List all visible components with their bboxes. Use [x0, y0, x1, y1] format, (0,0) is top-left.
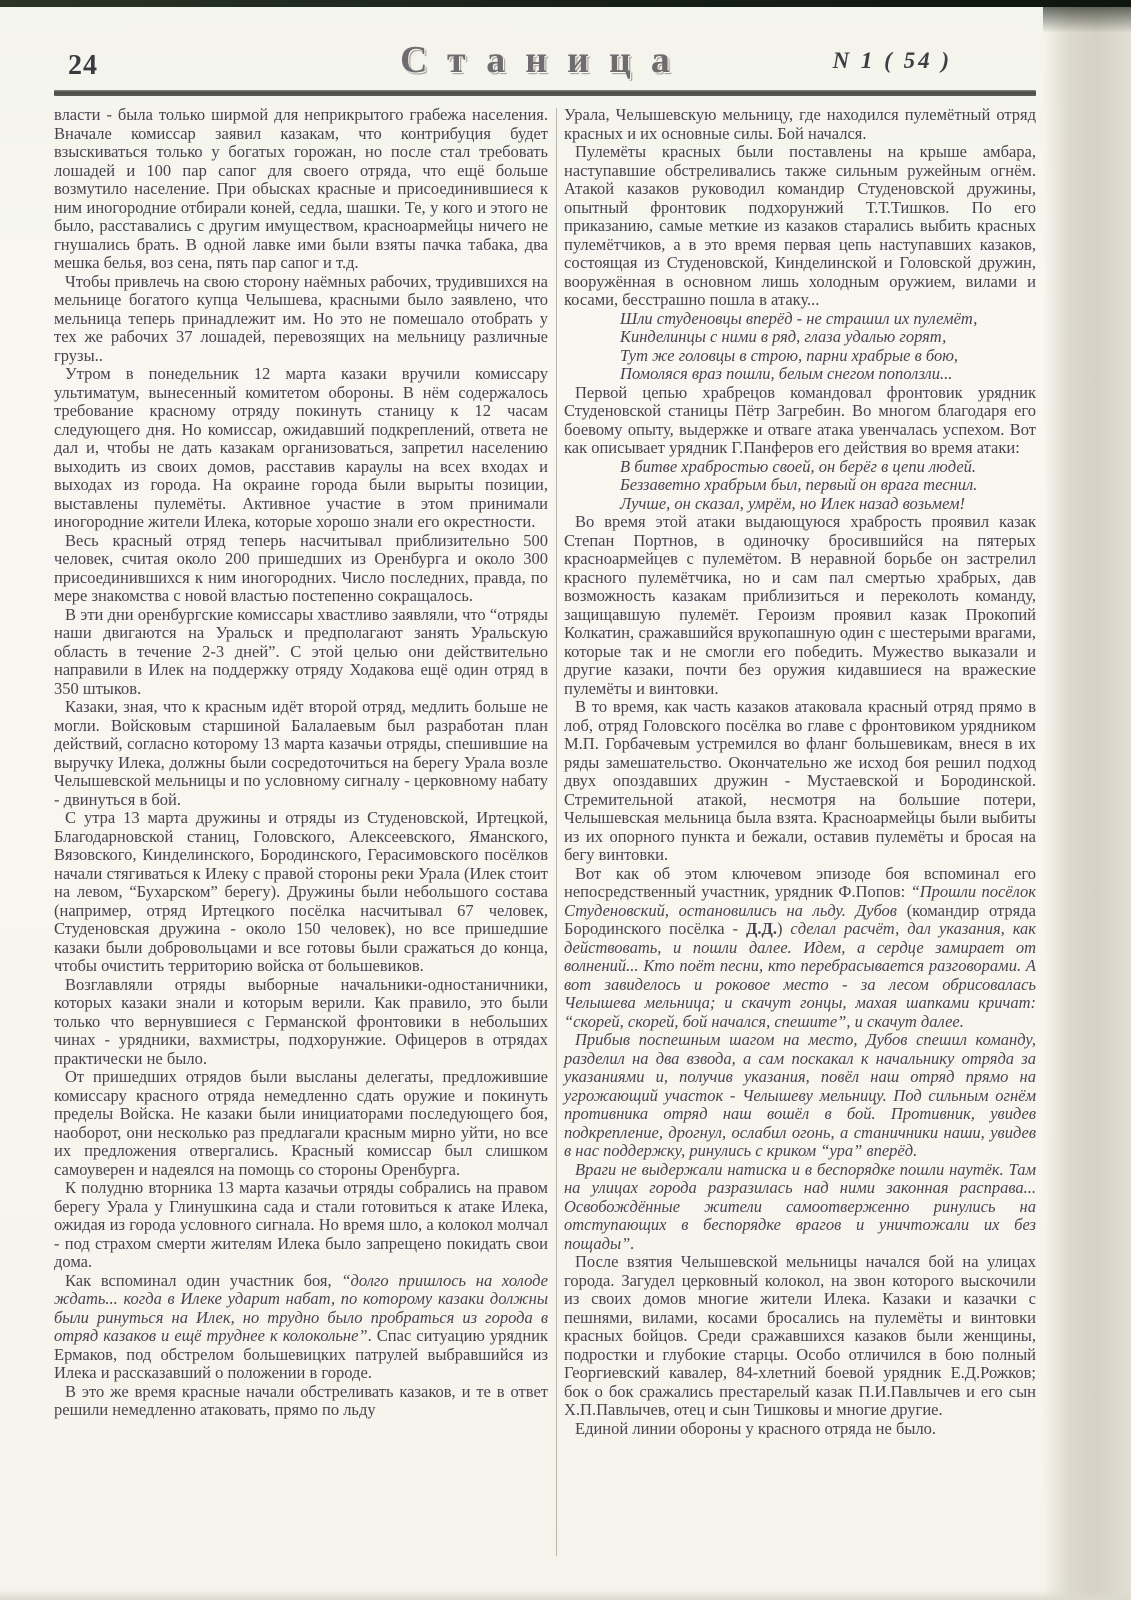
- masthead-title: Станица: [400, 39, 690, 81]
- paragraph: От пришедших отрядов были высланы делегаты, предложившие комиссару красного отряда немедленно сдать оружие и покинуть пределы Войска. Не казаки были инициаторами последующего боя, наоборот, они несколько раз предлагали красным мирно уйти, но все их предложения отвергались. Красный комиссар был слишком самоуверен и надеялся на помощь со стороны Оренбурга.: [54, 1067, 548, 1179]
- paragraph: В это же время красные начали обстреливать казаков, и те в ответ решили немедленно атаковать, прямо по льду: [54, 1381, 548, 1419]
- verse-line: Кинделинцы с ними в ряд, глаза удалью горят,: [620, 327, 947, 346]
- verse-line: В битве храбростью своей, он берёг в цепи людей.: [620, 456, 977, 476]
- paragraph: Утром в понедельник 12 марта казаки вручили комиссару ультиматум, вынесенный комитетом обороны. В нём содержалось требование красному отряду покинуть станицу к 12 часам следующего дня. Но комиссар, ожидавший подкреплений, ответа не дал и, чтобы не дать казакам организоваться, запретил населению выходить из своих домов, расставив караулы на всех входах и выходах из города. На окраине города были вырыты позиции, выставлены пулемёты. Активное участие в этом принимали иногородние жители Илека, которые хорошо знали его окрестности.: [54, 364, 548, 531]
- paragraph: Казаки, зная, что к красным идёт второй отряд, медлить больше не могли. Войсковым старшиной Балалаевым был разработан план действий, согласно которому 13 марта казачьи отряды, спешившие на выручку Илека, должны были сосредоточиться на берегу Урала возле Челышевской мельницы и по условному сигналу - церковному набату - двинуться в бой.: [54, 697, 548, 809]
- page-header: [54, 8, 1036, 100]
- column-right: [564, 106, 1036, 1562]
- paragraph: Как вспоминал один участник боя, “долго пришлось на холоде ждать... когда в Илеке ударит набат, по которому казаки должны были ринуться на Илек, но трудно было пробраться из города в отряд казаков и ещё труднее к колокольне”. Спас ситуацию урядник Ермаков, под обстрелом большевицких патрулей выбравшийся из Илека и рассказавший о положении в городе.: [54, 1270, 549, 1382]
- paragraph: Враги не выдержали натиска и в беспорядке пошли наутёк. Там на улицах города разразилась над ними законная расправа... Освобождённые жители самоотверженно ринулись на отступающих в беспорядке врагов и уничтожали их без пощады”.: [564, 1159, 1036, 1253]
- paragraph: После взятия Челышевской мельницы начался бой на улицах города. Загудел церковный колокол, на звон которого выскочили из своих домов многие жители Илека. Казаки и казачки с пешнями, вилами, косами бросались на пулемёты и винтовки красных бойцов. Среди сражавшихся казаков были женщины, подростки и глубокие старцы. Особо отличился в бою полный Георгиевский кавалер, 84-хлетний боевой урядник Е.Д.Рожков; бок о бок сражались престарелый казак П.И.Павлычев и его сын Х.П.Павлычев, отец и сын Тишковы и многие другие.: [564, 1252, 1036, 1419]
- verse-line: Беззаветно храбрым был, первый он врага теснил.: [620, 475, 978, 494]
- verse-line: Тут же головцы в строю, парни храбрые в бою,: [620, 345, 958, 365]
- paragraph: Прибыв поспешным шагом на место, Дубов спешил команду, разделил на два взвода, а сам поскакал к начальнику отряда за указаниями и, получив указания, повёл наш отряд прямо на угрожающий участок - Челышеву мельницу. Под сильным огнём противника отряд наш вошёл в бой. Противник, увидев подкрепление, дрогнул, ослабил огонь, а станичники наши, увидев в нас поддержку, ринулись с криком “ура” вперёд.: [564, 1030, 1036, 1160]
- paragraph: Чтобы привлечь на свою сторону наёмных рабочих, трудившихся на мельнице богатого купца Челышева, красными было заявлено, что мельница теперь принадлежит им. Но это не помешало отобрать у тех же рабочих 37 лошадей, перевозящих на мельницу различные грузы..: [54, 271, 548, 365]
- paragraph: В то время, как часть казаков атаковала красный отряд прямо в лоб, отряд Головского посёлка во главе с фронтовиком урядником М.П. Горбачевым устремился во фланг большевикам, внеся в их ряды замешательство. Окончательно же исход боя решил подход двух опоздавших дружин - Мустаевской и Бородинской. Стремительной атакой, несмотря на большие потери, Челышевская мельница была взята. Красноармейцы были выбиты из их опорного пункта и бежали, оставив пулемёты и бросая на бегу винтовки.: [564, 697, 1036, 864]
- verse-line: Помоляся враз пошли, белым снегом поползли...: [620, 364, 953, 383]
- column-divider: [556, 108, 557, 1556]
- paragraph: власти - была только ширмой для неприкрытого грабежа населения. Вначале комиссар заявил казакам, что контрибуция будет взыскиваться только у богатых горожан, но после стал требовать лошадей и 100 пар сапог для своего отряда, что ещё больше возмутило население. При обысках красные и присоединившиеся к ним иногородние отбирали коней, седла, шашки. Те, у кого и этого не было, расставались с другим имуществом, красноармейцы ничего не гнушались брать. В одной лавке ими были взяты пачка табака, два мешка белья, воз сена, пять пар сапог и т.д.: [54, 106, 548, 272]
- paragraph: Возглавляли отряды выборные начальники-одностаничники, которых казаки знали и которым верили. Как правило, это были только что вернувшиеся с Германской фронтовики в небольших чинах - урядники, вахмистры, подхорунжие. Офицеров в отрядах практически не было.: [54, 974, 548, 1068]
- paragraph: Во время этой атаки выдающуюся храбрость проявил казак Степан Портнов, в одиночку бросившийся на пятерых красноармейцев с пулемётом. В неравной борьбе он застрелил красного пулемётчика, но и сам пал смертью храбрых, дав возможность казакам приблизиться и переколоть команду, защищавшую пулемёт. Героизм проявил казак Прокопий Колкатин, сражавшийся врукопашную один с шестерыми врагами, которые так и не смогли его победить. Мужество выказали и другие казаки, почти без оружия кидавшиеся на вражеские пулемёты и винтовки.: [564, 512, 1036, 698]
- verse-line: Лучше, он сказал, умрём, но Илек назад возьмем!: [620, 493, 966, 513]
- page-content: [54, 8, 1036, 1562]
- paragraph: С утра 13 марта дружины и отряды из Студеновской, Иртецкой, Благодарновской станиц, Головского, Алексеевского, Яманского, Вязовского, Кинделинского, Бородинского, Герасимовского посёлков начали стягиваться к Илеку с правой стороны реки Урала (Илек стоит на левом, “Бухарском” берегу). Дружины были небольшого состава (например, отряд Иртецкого посёлка насчитывал 67 человек, Студеновская дружина - около 150 человек), но все пришедшие казаки были добровольцами и все готовы были сражаться до конца, чтобы очистить территорию войска от большевиков.: [54, 808, 548, 975]
- paragraph: Пулемёты красных были поставлены на крыше амбара, наступавшие обстреливались также сильным ружейным огнём. Атакой казаков руководил командир Студеновской дружины, опытный фронтовик подхорунжий Т.Т.Тишков. По его приказанию, самые меткие из казаков старались выбить красных пулемётчиков, а в это время первая цепь наступавших казаков, состоящая из Студеновской, Кинделинской и Головской дружин, вооружённая в основном лишь холодным оружием, вилами и косами, бесстрашно пошла в атаку...: [564, 142, 1036, 309]
- paragraph: Единой линии обороны у красного отряда не было.: [575, 1418, 937, 1438]
- verse-line: Шли студеновцы вперёд - не страшил их пулемёт,: [620, 308, 978, 328]
- article-columns: [54, 106, 1036, 1562]
- header-rule: [54, 90, 1036, 96]
- scan-bottom-edge: [0, 1590, 1131, 1600]
- column-left: [54, 106, 548, 1562]
- paragraph: В эти дни оренбургские комиссары хвастливо заявляли, что “отряды наши двигаются на Уральск и предполагают занять Уральскую область в течение 2-3 дней”. С этой целью они действительно направили в Илек на поддержку отряду Ходакова ещё один отряд в 350 штыков.: [54, 604, 548, 698]
- scan-top-edge: [0, 0, 1131, 7]
- paragraph: К полудню вторника 13 марта казачьи отряды собрались на правом берегу Урала у Глинушкина сада и стали готовиться к атаке Илека, ожидая из города условного сигнала. Но время шло, а колокол молчал - под страхом смерти жителям Илека было запрещено покидать свои дома.: [54, 1178, 548, 1271]
- page-binding-gutter: [1043, 7, 1131, 1600]
- paragraph: Урала, Челышевскую мельницу, где находился пулемётный отряд красных и их основные силы. Бой начался.: [564, 106, 1036, 143]
- paragraph: Первой цепью храбрецов командовал фронтовик урядник Студеновской станицы Пётр Загребин. Во многом благодаря его боевому опыту, выдержке и отваге атака увенчалась успехом. Вот как описывает урядник Г.Панферов его действия во время атаки:: [564, 382, 1036, 457]
- issue-number: N 1 ( 54 ): [832, 48, 952, 73]
- paragraph: Вот как об этом ключевом эпизоде боя вспоминал его непосредственный участник, урядник Ф.Попов: “Прошли посёлок Студеновский, остановились на льду. Дубов (командир отряда Бородинского посёлка - Д.Д.) сделал расчёт, дал указания, как действовать, и пошли далее. Идем, а сердце замирает от волнений... Кто поёт песни, кто перебрасывается разговорами. А вот завиделось и роковое место - за лесом обрисовалась Челышева мельница; и скачут гонцы, махая шапками кричат: “скорей, скорей, бой начался, спешите”, и скачут далее.: [564, 863, 1036, 1031]
- page-number: 24: [68, 50, 98, 81]
- paragraph: Весь красный отряд теперь насчитывал приблизительно 500 человек, считая около 200 пришедших из Оренбурга и около 300 присоединившихся к ним иногородних. Число последних, правда, по мере знакомства с новой властью постепенно сокращалось.: [54, 530, 548, 605]
